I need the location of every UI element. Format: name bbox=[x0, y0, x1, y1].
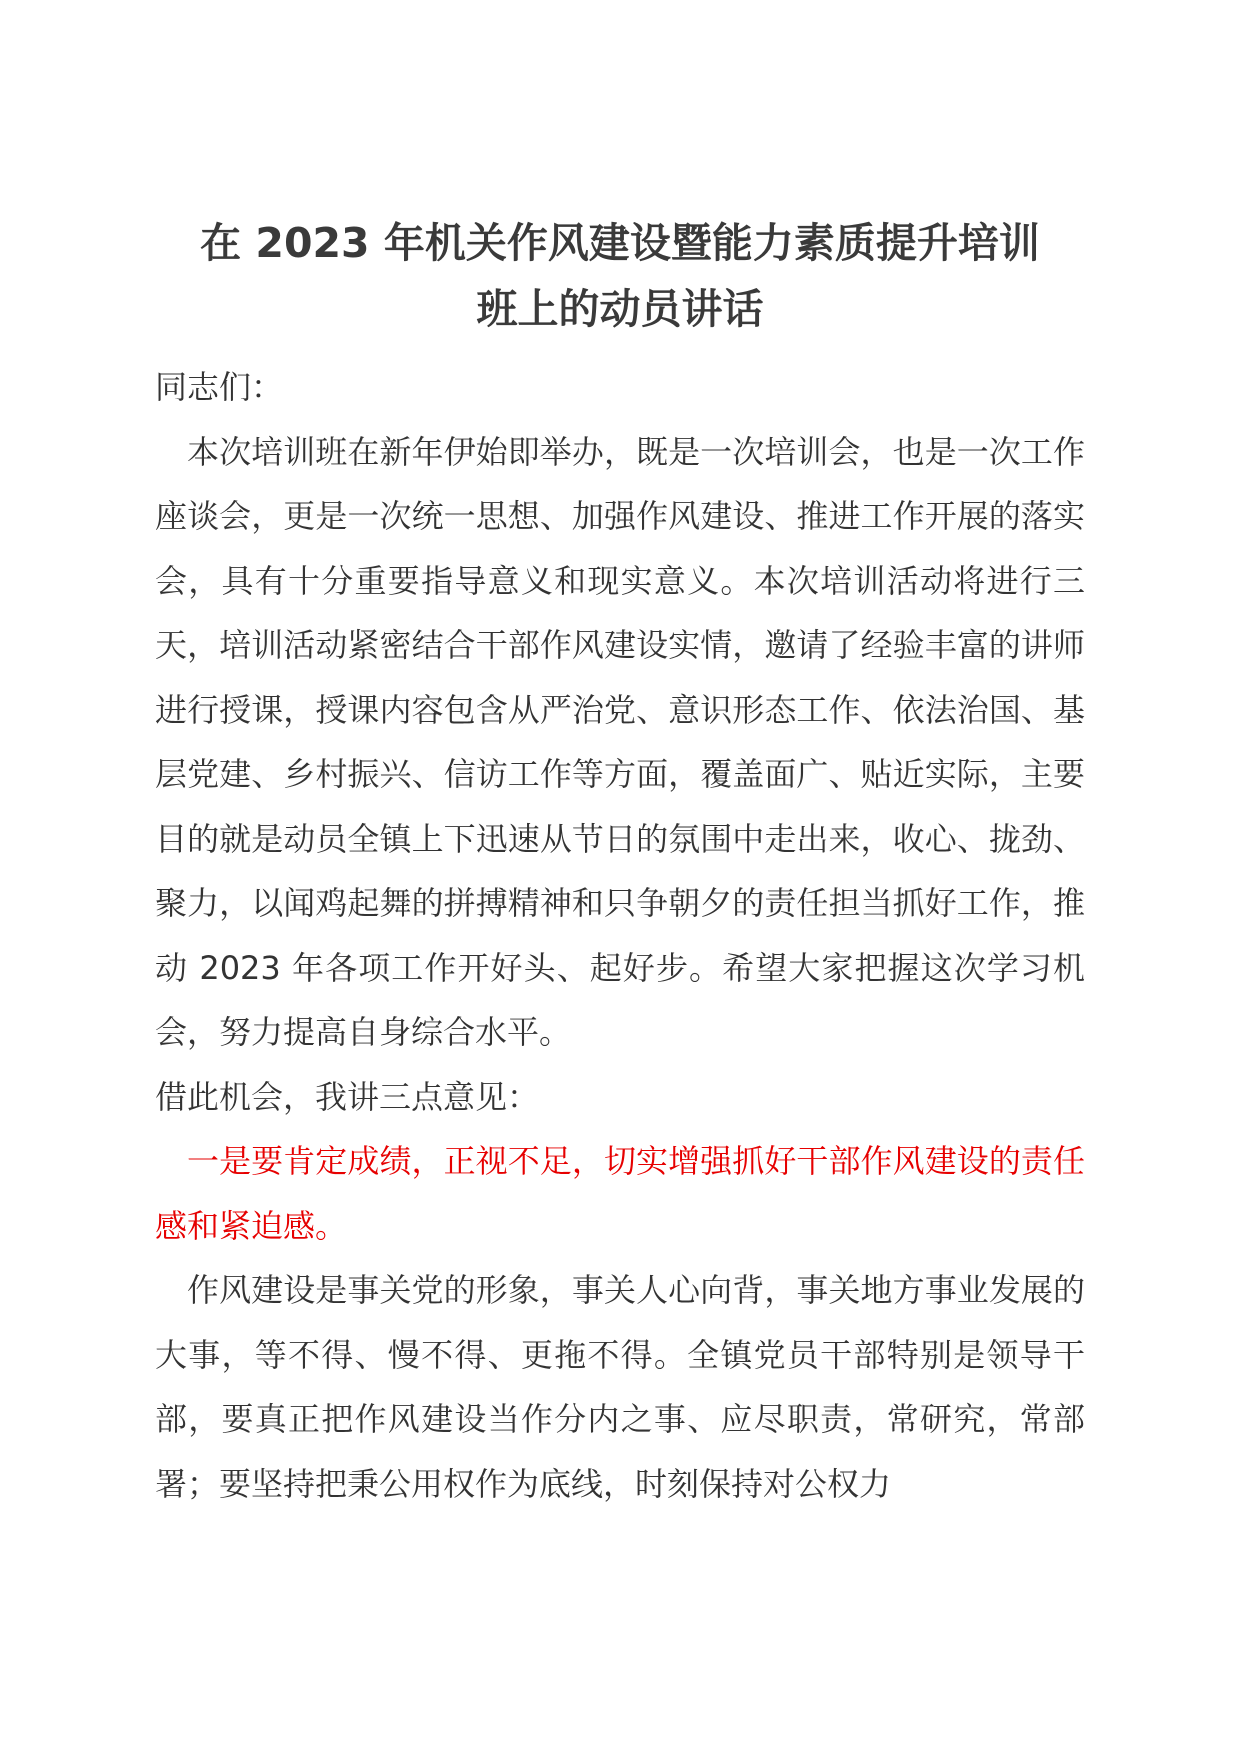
title-line-2: 班上的动员讲话 bbox=[476, 285, 764, 333]
body-paragraph: 本次培训班在新年伊始即举办，既是一次培训会，也是一次工作座谈会，更是一次统一思想、加强作风建设、推进工作开展的落实会，具有十分重要指导意义和现实意义。本次培训活动将进行三天，培训活动紧密结合干部作风建设实情，邀请了经验丰富的讲师进行授课，授课内容包含从严治党、意识形态工作、依法治国、基层党建、乡村振兴、信访工作等方面，覆盖面广、贴近实际，主要目的就是动员全镇上下迅速从节日的氛围中走出来，收心、拢劲、聚力，以闻鸡起舞的拼搏精神和只争朝夕的责任担当抓好工作，推动 2023 年各项工作开好头、起好步。希望大家把握这次学习机会，努力提高自身综合水平。 bbox=[155, 432, 1085, 1051]
body-paragraph-section-one: 作风建设是事关党的形象，事关人心向背，事关地方事业发展的大事，等不得、慢不得、更拖不得。全镇党员干部特别是领导干部，要真正把作风建设当作分内之事、应尽职责，常研究，常部署；要坚持把秉公用权作为底线，时刻保持对公权力 bbox=[155, 1271, 1085, 1503]
transition-sentence: 借此机会，我讲三点意见： bbox=[155, 1077, 540, 1116]
document-content bbox=[155, 210, 1085, 1516]
document-title bbox=[155, 210, 1085, 342]
title-line-1: 在 2023 年机关作风建设暨能力素质提升培训 bbox=[200, 219, 1040, 267]
section-heading-one: 一是要肯定成绩，正视不足，切实增强抓好干部作风建设的责任感和紧迫感。 bbox=[155, 1142, 1085, 1245]
salutation: 同志们： bbox=[155, 368, 284, 406]
